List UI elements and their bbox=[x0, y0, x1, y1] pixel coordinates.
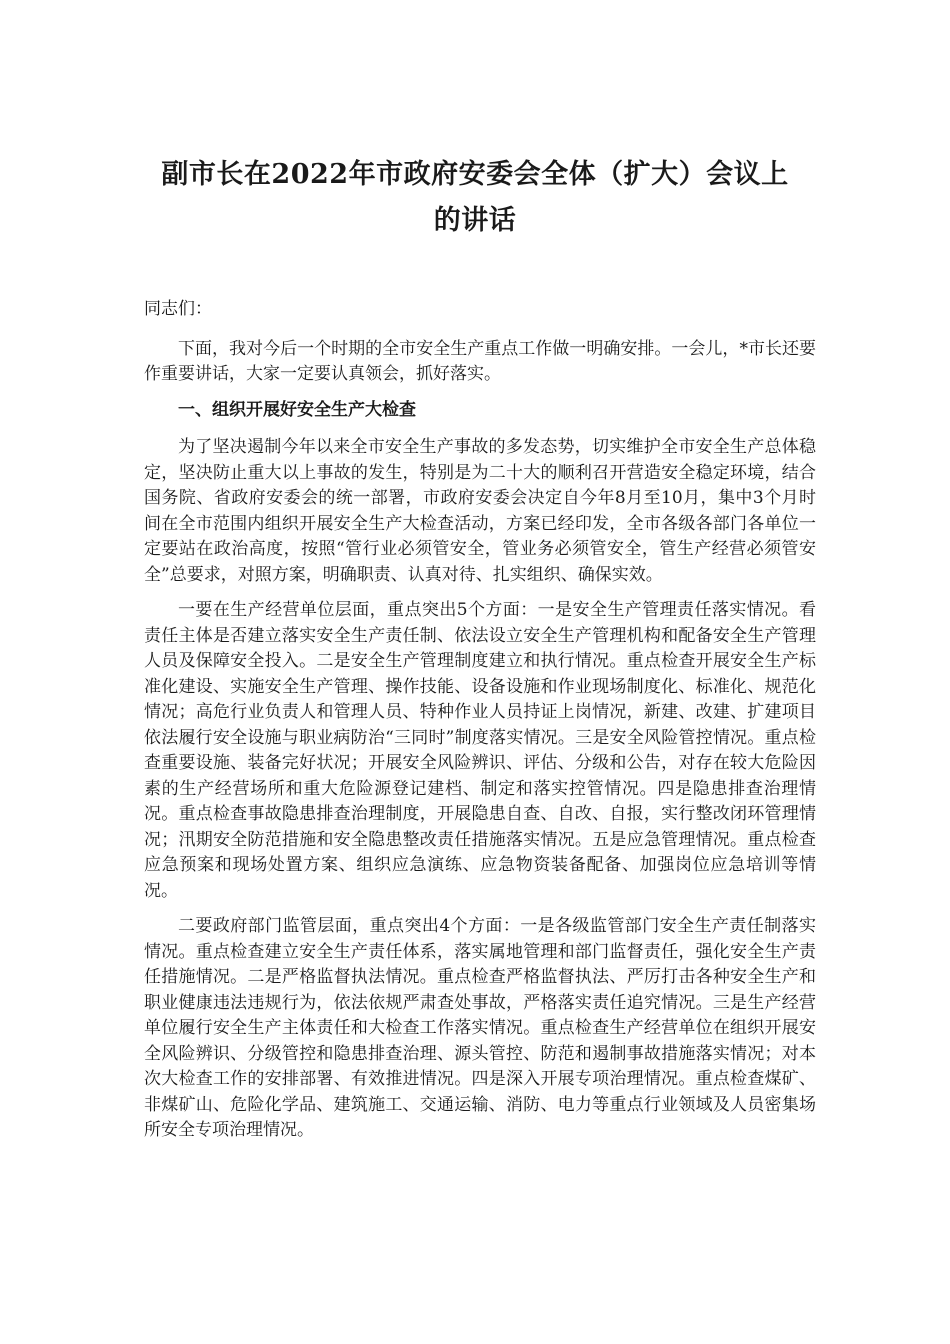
paragraph-2: 一要在生产经营单位层面，重点突出5个方面：一是安全生产管理责任落实情况。看责任主体是否建立落实安全生产责任制、依法设立安全生产管理机构和配备安全生产管理人员及保障安全投入。二是安全生产管理制度建立和执行情况。重点检查开展安全生产标准化建设、实施安全生产管理、操作技能、设备设施和作业现场制度化、标准化、规范化情况；高危行业负责人和管理人员、特种作业人员持证上岗情况，新建、改建、扩建项目依法履行安全设施与职业病防治“三同时”制度落实情况。三是安全风险管控情况。重点检查重要设施、装备完好状况；开展安全风险辨识、评估、分级和公告，对存在较大危险因素的生产经营场所和重大危险源登记建档、制定和落实控管情况。四是隐患排查治理情况。重点检查事故隐患排查治理制度，开展隐患自查、自改、自报，实行整改闭环管理情况；汛期安全防范措施和安全隐患整改责任措施落实情况。五是应急管理情况。重点检查应急预案和现场处置方案、组织应急演练、应急物资装备配备、加强岗位应急培训等情况。 bbox=[144, 600, 816, 901]
section-heading-1: 一、组织开展好安全生产大检查 bbox=[178, 399, 416, 420]
salutation: 同志们： bbox=[144, 299, 212, 319]
paragraph-1: 为了坚决遏制今年以来全市安全生产事故的多发态势，切实维护全市安全生产总体稳定，坚决防止重大以上事故的发生，特别是为二十大的顺利召开营造安全稳定环境，结合国务院、省政府安委会的统一部署，市政府安委会决定自今年8月至10月，集中3个月时间在全市范围内组织开展安全生产大检查活动，方案已经印发，全市各级各部门各单位一定要站在政治高度，按照“管行业必须管安全，管业务必须管安全，管生产经营必须管安全”总要求，对照方案，明确职责、认真对待、扎实组织、确保实效。 bbox=[144, 437, 816, 585]
title-line-1: 副市长在2022年市政府安委会全体（扩大）会议上 bbox=[161, 159, 789, 190]
page-title bbox=[140, 152, 810, 244]
paragraph-3: 二要政府部门监管层面，重点突出4个方面：一是各级监管部门安全生产责任制落实情况。重点检查建立安全生产责任体系，落实属地管理和部门监督责任，强化安全生产责任措施情况。二是严格监督执法情况。重点检查严格监督执法、严厉打击各种安全生产和职业健康违法违规行为，依法依规严肃查处事故，严格落实责任追究情况。三是生产经营单位履行安全生产主体责任和大检查工作落实情况。重点检查生产经营单位在组织开展安全风险辨识、分级管控和隐患排查治理、源头管控、防范和遏制事故措施落实情况；对本次大检查工作的安排部署、有效推进情况。四是深入开展专项治理情况。重点检查煤矿、非煤矿山、危险化学品、建筑施工、交通运输、消防、电力等重点行业领域及人员密集场所安全专项治理情况。 bbox=[144, 916, 816, 1140]
document-body bbox=[144, 297, 816, 1144]
intro-paragraph: 下面，我对今后一个时期的全市安全生产重点工作做一明确安排。一会儿，*市长还要作重要讲话，大家一定要认真领会，抓好落实。 bbox=[144, 338, 816, 384]
title-line-2: 的讲话 bbox=[433, 205, 517, 236]
